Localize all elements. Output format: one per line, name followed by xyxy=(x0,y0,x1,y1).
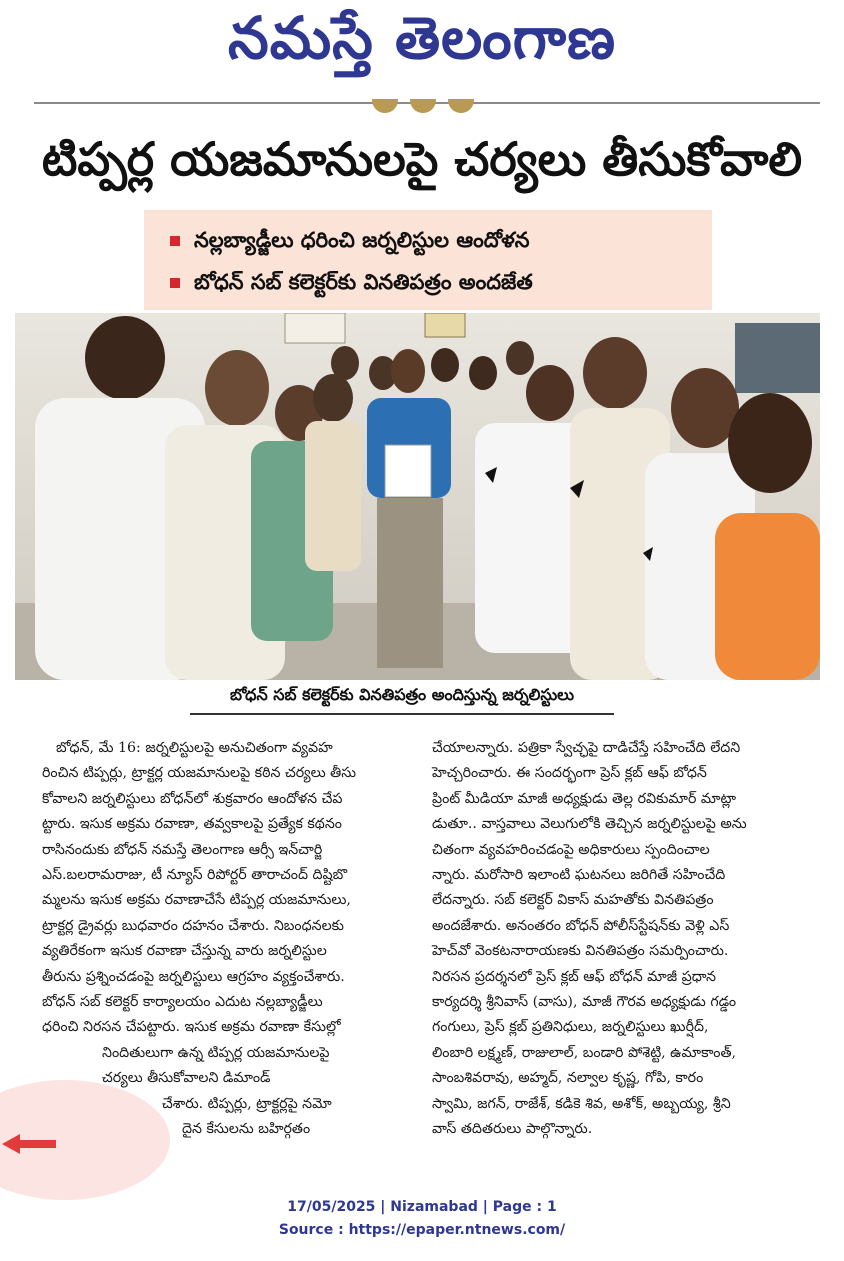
article-line: బోధన్, మే 16: జర్నలిస్టులపై అనుచితంగా వ్యవహ xyxy=(56,740,333,756)
news-photo xyxy=(15,313,820,680)
masthead xyxy=(0,0,844,100)
article-line: డుతూ.. వాస్తవాలు వెలుగులోకి తెచ్చిన జర్నలిస్టులపై అను xyxy=(432,816,747,833)
bullet-square-icon xyxy=(170,236,180,246)
article-line: అందజేశారు. అనంతరం బోధన్ పోలీస్‌స్టేషన్‌కు వెళ్లి ఎస్ xyxy=(432,917,730,934)
headline: టిప్పర్ల యజమానులపై చర్యలు తీసుకోవాలి xyxy=(41,132,803,186)
article-line: దైన కేసులను బహిర్గతం xyxy=(182,1121,311,1138)
article-left-column xyxy=(42,736,422,1143)
subhead-item xyxy=(194,270,533,300)
photo-caption: బోధన్ సబ్ కలెక్టర్‌కు వినతిపత్రం అందిస్తున్న జర్నలిస్టులు xyxy=(190,685,614,715)
subhead-item xyxy=(194,228,530,258)
article-line: గంగులు, ప్రెస్ క్లబ్ ప్రతినిధులు, జర్నలిస్టులు ఖుర్షీద్, xyxy=(432,1019,709,1036)
subhead-text: బోధన్ సబ్ కలెక్టర్‌కు వినతిపత్రం అందజేత xyxy=(194,270,533,294)
article-line: ఎస్.బలరామరాజు, టీ న్యూస్ రిపోర్టర్ తారాచంద్ దిష్టిబొ xyxy=(42,867,348,884)
article-line: ట్టారు. ఇసుక అక్రమ రవాణా, తవ్వకాలపై ప్రత్యేక కథనం xyxy=(42,816,342,833)
newspaper-logo: నమస్తే తెలంగాణ xyxy=(228,4,616,72)
ornament-dots xyxy=(364,99,484,119)
footer-date-edition: 17/05/2025 | Nizamabad | Page : 1 xyxy=(287,1199,557,1215)
article-line: హెచ్‌వో వెంకటనారాయణకు వినతిపత్రం సమర్పించారు. xyxy=(432,943,729,960)
article-line: లేదన్నారు. సబ్ కలెక్టర్ వికాస్ మహతోకు వినతిపత్రం xyxy=(432,892,714,909)
subhead-text: నల్లబ్యాడ్జీలు ధరించి జర్నలిస్టుల ఆందోళన xyxy=(194,228,530,252)
article-line: చేశారు. టిప్పర్లు, ట్రాక్టర్లపై నమో xyxy=(162,1095,332,1112)
article-line: హెచ్చరించారు. ఈ సందర్భంగా ప్రెస్ క్లబ్ ఆఫ్ బోధన్ xyxy=(432,765,707,782)
article-line: కార్యదర్శి శ్రీనివాస్ (వాసు), మాజీ గౌరవ అధ్యక్షుడు గడ్డం xyxy=(432,994,737,1011)
article-line: లింబారి లక్ష్మణ్, రాజులాల్, బండారి పోశెట్టి, ఉమాకాంత్, xyxy=(432,1044,737,1061)
article-line: నిందితులుగా ఉన్న టిప్పర్ల యజమానులపై xyxy=(102,1044,330,1061)
article-line: న్నారు. మరోసారి ఇలాంటి ఘటనలు జరిగితే సహించేది xyxy=(432,867,726,884)
article-line: రించిన టిప్పర్లు, ట్రాక్టర్ల యజమానులపై కఠిన చర్యలు తీసు xyxy=(42,765,357,782)
article-line: చితంగా వ్యవహరించడంపై అధికారులు స్పందించాల xyxy=(432,841,710,858)
article-line: నిరసన ప్రదర్శనలో ప్రెస్ క్లబ్ ఆఫ్ బోధన్ మాజీ ప్రధాన xyxy=(432,968,716,985)
article-line: ట్రాక్టర్ల డ్రైవర్లు బుధవారం దహనం చేశారు. నిబంధనలకు xyxy=(42,917,344,934)
article-line: ప్రింట్ మీడియా మాజీ అధ్యక్షుడు తెల్ల రవికుమార్ మాట్లా xyxy=(432,790,736,807)
article-line: సాంబశివరావు, అహ్మద్, నల్వాల కృష్ణ, గోపి, కారం xyxy=(432,1070,704,1087)
article-line: రాసినందుకు బోధన్ నమస్తే తెలంగాణ ఆర్సీ ఇన్‌చార్జి xyxy=(42,841,323,858)
article-line: వ్యతిరేకంగా ఇసుక రవాణా చేస్తున్న వారు జర్నలిస్టుల xyxy=(42,943,327,960)
article-line: చర్యలు తీసుకోవాలని డిమాండ్ xyxy=(102,1070,271,1087)
article-line: చేయాలన్నారు. పత్రికా స్వేచ్ఛపై దాడిచేస్తే సహించేది లేదని xyxy=(432,740,741,756)
article-line: స్వామి, జగన్, రాజేశ్, కడికె శివ, అశోక్, అబ్బయ్య, శ్రీని xyxy=(432,1095,731,1112)
article-line: మ్మలను ఇసుక అక్రమ రవాణాచేసే టిప్పర్ల యజమానులు, xyxy=(42,892,351,909)
article-right-column xyxy=(432,736,820,1143)
footer-source: Source : https://epaper.ntnews.com/ xyxy=(278,1222,566,1238)
article-line: తీరును ప్రశ్నించడంపై జర్నలిస్టులు ఆగ్రహం వ్యక్తంచేశారు. xyxy=(42,968,345,985)
bullet-square-icon xyxy=(170,278,180,288)
article-line: బోధన్ సబ్ కలెక్టర్ కార్యాలయం ఎదుట నల్లబ్యాడ్జీలు xyxy=(42,994,323,1011)
article-line: కోవాలని జర్నలిస్టులు బోధన్‌లో శుక్రవారం ఆందోళన చేప xyxy=(42,790,343,807)
subhead-box xyxy=(144,210,712,310)
article-line: ధరించి నిరసన చేపట్టారు. ఇసుక అక్రమ రవాణా కేసుల్లో xyxy=(42,1019,341,1036)
article-line: వాస్ తదితరులు పాల్గొన్నారు. xyxy=(432,1121,593,1138)
